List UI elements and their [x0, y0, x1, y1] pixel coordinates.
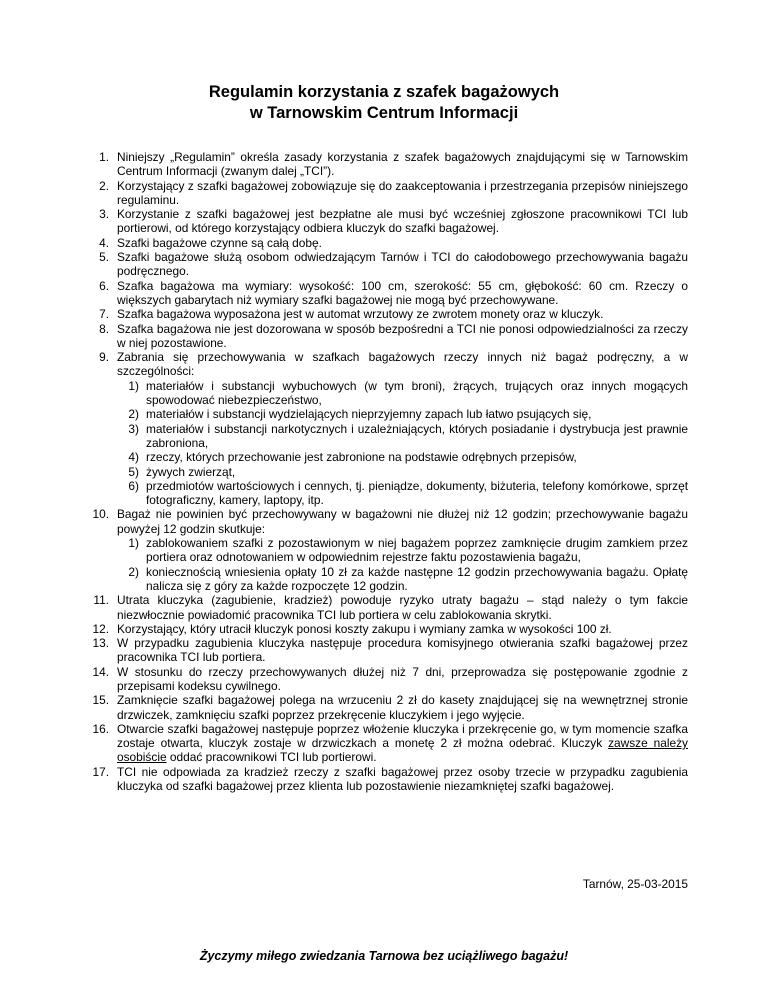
rule-number: 10.: [92, 507, 109, 522]
rules-list: [87, 150, 688, 793]
document-title: [0, 82, 768, 124]
rule-text: W przypadku zagubienia kluczyka następuje procedura komisyjnego otwierania szafki bagażowej przez pracownika TCI lub portiera.: [117, 636, 688, 665]
rule-number: 6.: [99, 278, 109, 293]
rule-text: Szafki bagażowe służą osobom odwiedzającym Tarnów i TCI do całodobowego przechowywania bagażu podręcznego.: [117, 250, 688, 279]
rule-number: 12.: [92, 621, 109, 636]
rule-number: 5.: [99, 250, 109, 265]
sublist-item-number: 2): [128, 407, 139, 422]
rule-10: [87, 507, 688, 593]
footer-note: Życzymy miłego zwiedzania Tarnowa bez uciążliwego bagażu!: [199, 949, 569, 963]
rule-number: 8.: [99, 321, 109, 336]
sublist-item-text: materiałów i substancji wybuchowych (w tym broni), żrących, trujących oraz innych mogących spowodować niebezpieczeństwo,: [146, 378, 688, 408]
rule-text-underlined: zawsze należy osobiście: [117, 736, 688, 765]
rule-12: [87, 622, 688, 636]
rule-8: [87, 322, 688, 351]
rule-9-sublist: [117, 379, 688, 508]
rule-text: Bagaż nie powinien być przechowywany w bagażowni nie dłużej niż 12 godzin; przechowywanie bagażu powyżej 12 godzin skutkuje:: [117, 507, 688, 536]
sublist-item-text: żywych zwierząt,: [146, 464, 236, 479]
sublist-item-text: zablokowaniem szafki z pozostawionym w niej bagażem poprzez zamknięcie drugim zamkiem przez portiera oraz odnotowaniem w odpowiednim rejestrze faktu pozostawienia bagażu,: [146, 536, 688, 565]
rule-text: Szafka bagażowa wyposażona jest w automat wrzutowy ze zwrotem monety oraz w kluczyk.: [117, 307, 604, 322]
rule-text: Zamknięcie szafki bagażowej polega na wrzuceniu 2 zł do kasety znajdującej się na wewnętrznej stronie drzwiczek, zamknięciu szafki poprzez przekręcenie kluczykiem i jego wyjęcie.: [117, 693, 688, 722]
rule-number: 2.: [99, 178, 109, 193]
rule-number: 11.: [93, 593, 109, 608]
sublist-item-number: 6): [128, 478, 139, 493]
sublist-item: [117, 379, 688, 408]
rule-15: [87, 693, 688, 722]
rule-text: Niniejszy „Regulamin” określa zasady korzystania z szafek bagażowych znajdującymi się w Tarnowskim Centrum Informacji (zwanym dalej „TCI”).: [117, 150, 688, 179]
rule-17: [87, 765, 688, 794]
sublist-item-text: rzeczy, których przechowanie jest zabronione na podstawie odrębnych przepisów,: [146, 450, 577, 465]
sublist-item: [117, 536, 688, 565]
sublist-item: [117, 479, 688, 508]
rule-1: [87, 150, 688, 179]
title-line-1: Regulamin korzystania z szafek bagażowych: [208, 83, 560, 101]
rule-text-after: oddać pracownikowi TCI lub portierowi.: [166, 750, 377, 765]
rule-text: Zabrania się przechowywania w szafkach bagażowych rzeczy innych niż bagaż podręczny, a w szczególności:: [117, 350, 688, 379]
sublist-item-number: 2): [128, 564, 139, 579]
rule-2: [87, 179, 688, 208]
rule-9: [87, 350, 688, 507]
rule-number: 15.: [92, 693, 109, 708]
sublist-item: [117, 465, 688, 479]
sublist-item-number: 3): [128, 421, 139, 436]
sublist-item-text: materiałów i substancji wydzielających nieprzyjemny zapach lub łatwo psujących się,: [146, 407, 592, 422]
rule-number: 9.: [99, 350, 109, 365]
sublist-item-number: 1): [128, 536, 139, 551]
rule-6: [87, 279, 688, 308]
rule-text: Utrata kluczyka (zagubienie, kradzież) powoduje ryzyko utraty bagażu – stąd należy o tym fakcie niezwłocznie powiadomić pracownika TCI lub portiera w celu zablokowania skrytki.: [117, 593, 688, 622]
rule-text: Szafka bagażowa nie jest dozorowana w sposób bezpośredni a TCI nie ponosi odpowiedzialności za rzeczy w niej pozostawione.: [117, 321, 688, 350]
rule-4: [87, 236, 688, 250]
rule-14: [87, 665, 688, 694]
rule-13: [87, 636, 688, 665]
sublist-item: [117, 422, 688, 451]
rule-text: Szafki bagażowe czynne są całą dobę.: [117, 235, 322, 250]
rule-7: [87, 307, 688, 321]
rule-text: TCI nie odpowiada za kradzież rzeczy z szafki bagażowej przez osoby trzecie w przypadku zagubienia kluczyka od szafki bagażowej przez klienta lub pozostawienie niezamkniętej szafki bagażowej.: [117, 764, 688, 794]
rule-10-sublist: [117, 536, 688, 593]
rule-text: Korzystanie z szafki bagażowej jest bezpłatne ale musi być wcześniej zgłoszone pracownikowi TCI lub portierowi, od którego korzystający odbiera kluczyk do szafki bagażowej.: [117, 207, 688, 236]
sublist-item: [117, 407, 688, 421]
sublist-item-number: 5): [128, 464, 139, 479]
rule-3: [87, 207, 688, 236]
rule-text: Korzystający, który utracił kluczyk ponosi koszty zakupu i wymiany zamka w wysokości 100 zł.: [117, 621, 612, 636]
rule-11: [87, 593, 688, 622]
rule-text-before: Otwarcie szafki bagażowej następuje poprzez włożenie kluczyka i przekręcenie go, w tym momencie szafka zostaje otwarta, kluczyk zostaje w drzwiczkach a monetę 2 zł można odebrać. Kluczyk: [117, 721, 688, 751]
date-line: Tarnów, 25-03-2015: [582, 877, 688, 891]
rule-number: 3.: [99, 207, 109, 222]
sublist-item-number: 4): [128, 450, 139, 465]
rule-number: 1.: [99, 150, 109, 164]
sublist-item: [117, 565, 688, 594]
sublist-item-text: materiałów i substancji narkotycznych i uzależniających, których posiadanie i dystrybucja jest prawnie zabroniona,: [146, 421, 688, 450]
rule-text: Szafka bagażowa ma wymiary: wysokość: 100 cm, szerokość: 55 cm, głębokość: 60 cm. Rzeczy o większych gabarytach niż wymiary szafki bagażowej nie mogą być przechowywane.: [117, 278, 688, 307]
rule-16: [87, 722, 688, 765]
sublist-item-text: koniecznością wniesienia opłaty 10 zł za każde następne 12 godzin przechowywania bagażu. Opłatę nalicza się z góry za każde rozpoczęte 12 godzin.: [146, 564, 688, 593]
rule-number: 16.: [92, 721, 109, 736]
sublist-item-text: przedmiotów wartościowych i cennych, tj. pieniądze, dokumenty, biżuteria, telefony komórkowe, sprzęt fotograficzny, kamery, laptopy, itp.: [146, 478, 688, 508]
rule-number: 4.: [99, 235, 109, 250]
rule-text: W stosunku do rzeczy przechowywanych dłużej niż 7 dni, przeprowadza się postępowanie zgodnie z przepisami kodeksu cywilnego.: [117, 664, 688, 693]
rule-number: 17.: [92, 764, 109, 779]
rule-text: Korzystający z szafki bagażowej zobowiązuje się do zaakceptowania i przestrzegania przepisów niniejszego regulaminu.: [117, 178, 688, 207]
title-line-2: w Tarnowskim Centrum Informacji: [249, 104, 519, 122]
rule-number: 13.: [92, 636, 109, 651]
rule-number: 14.: [92, 664, 109, 679]
sublist-item-number: 1): [128, 378, 139, 393]
rule-number: 7.: [99, 307, 109, 322]
sublist-item: [117, 450, 688, 464]
rule-5: [87, 250, 688, 279]
